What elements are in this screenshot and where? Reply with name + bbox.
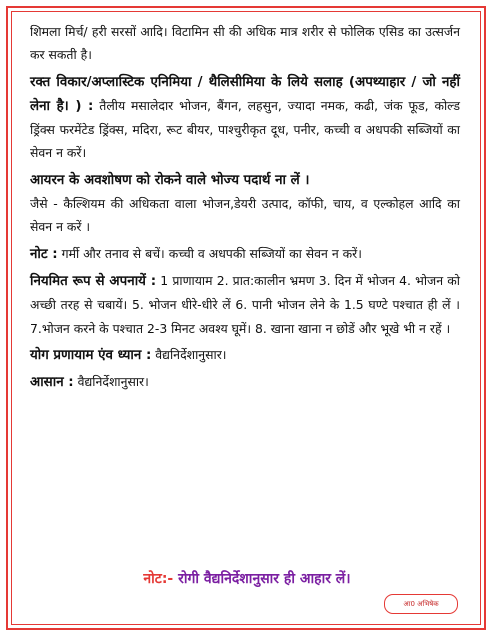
author-badge: आ0 अभिषेक <box>384 594 458 614</box>
final-note-lead: नोट:- <box>143 571 174 587</box>
avoid-paragraph <box>30 70 460 165</box>
avoid-text: तैलीय मसालेदार भोजन, बैंगन, लहसुन, ज्यादा नमक, कढी, जंक फूड, कोल्ड ड्रिंक्स फरमेंटेड ड्रिंक्स, मदिरा, रूट बीयर, पाश्चुरीकृत दूध, पनीर, कच्ची व अधपकी सब्जियों का सेवन न करें। <box>30 97 461 161</box>
asana-label: आसान : <box>30 375 74 391</box>
iron-paragraph <box>30 168 460 239</box>
yoga-label: योग प्रणायाम एंव ध्यान : <box>30 347 152 363</box>
note-label: नोट : <box>30 246 58 262</box>
intro-paragraph: शिमला मिर्च/ हरी सरसों आदि। विटामिन सी की अधिक मात्र शरीर से फोलिक एसिड का उत्सर्जन कर सकती है। <box>30 24 460 63</box>
yoga-paragraph <box>30 343 460 367</box>
note-paragraph <box>30 242 460 266</box>
iron-heading: आयरन के अवशोषण को रोकने वाले भोज्य पदार्थ ना लें । <box>30 172 310 188</box>
iron-text: जैसे - कैल्शियम की अधिकता वाला भोजन,डेयरी उत्पाद, कॉफी, चाय, व एल्कोहल आदि का सेवन न करें । <box>30 196 460 235</box>
document-body <box>30 20 460 397</box>
avoid-heading: रक्त विकार/अप्लास्टिक एनिमिया / थैलिसीमिया के लिये सलाह (अपथ्याहार / जो नहीं लेना है। ) : <box>30 74 460 114</box>
yoga-text: वैद्यनिर्देशानुसार। <box>151 346 227 362</box>
habits-paragraph <box>30 269 460 340</box>
final-note <box>0 569 494 588</box>
final-note-text: रोगी वैद्यनिर्देशानुसार ही आहार लें। <box>173 571 351 587</box>
habits-text: 1 प्राणायाम 2. प्रात:कालीन भ्रमण 3. दिन में भोजन 4. भोजन को अच्छी तरह से चबायें। 5. भोजन धीरे-धीरे लें 6. पानी भोजन लेने के 1.5 घण्टे पश्चात ही लें । 7.भोजन करने के पश्चात 2-3 मिनट अवश्य घूमें। 8. खाना खाना न छोडें और भूखे भी न रहें । <box>30 272 460 336</box>
asana-paragraph <box>30 370 460 394</box>
note-text: गर्मी और तनाव से बचें। कच्ची व अधपकी सब्जियों का सेवन न करें। <box>57 245 362 261</box>
asana-text: वैद्यनिर्देशानुसार। <box>73 374 149 390</box>
habits-heading: नियमित रूप से अपनायें : <box>30 273 157 289</box>
